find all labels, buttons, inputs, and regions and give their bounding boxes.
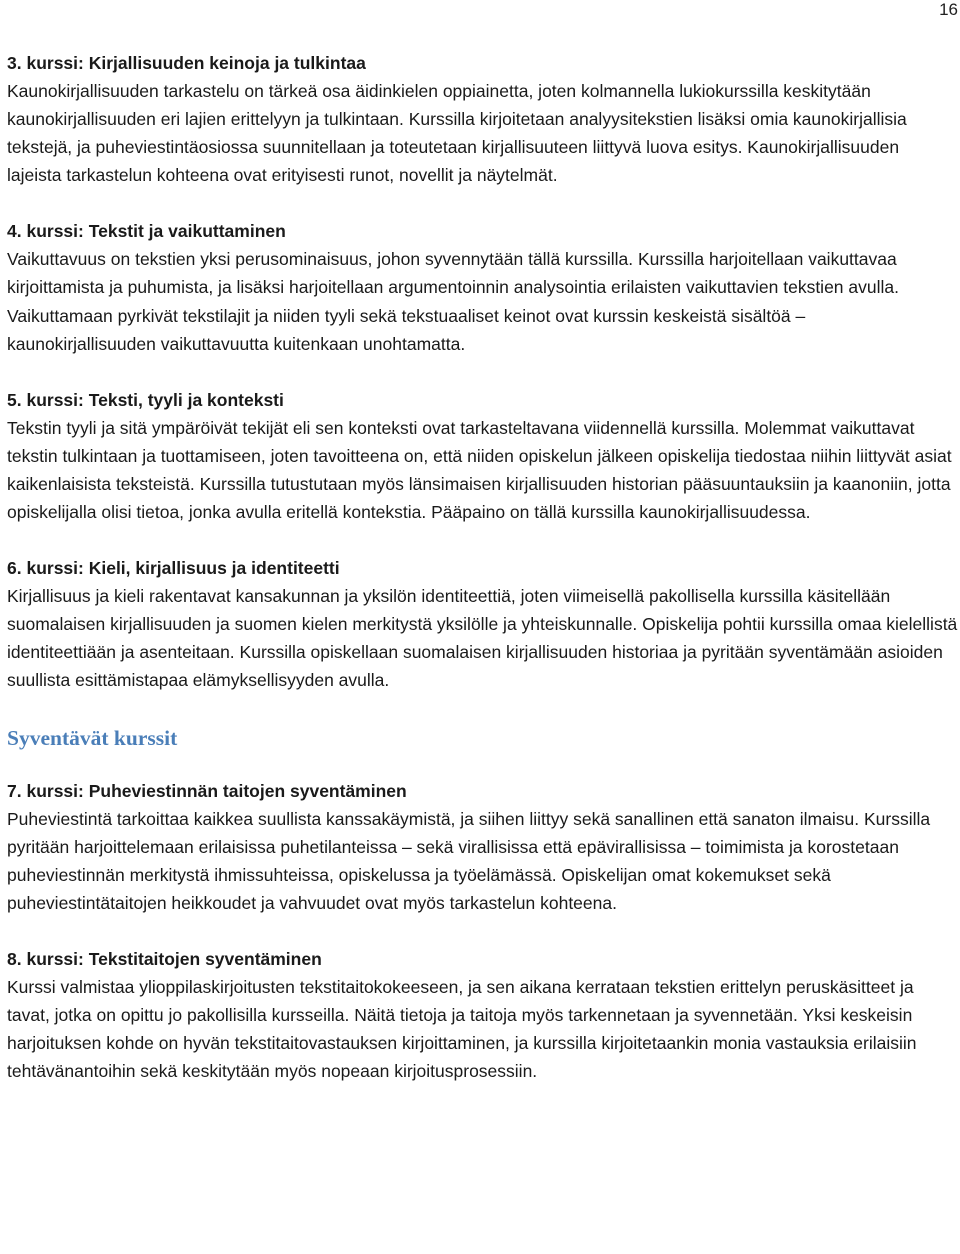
course-description: Tekstin tyyli ja sitä ympäröivät tekijät eli sen konteksti ovat tarkasteltavana viidennellä kurssilla. Molemmat vaikuttavat tekstin tulkintaan ja tuottamiseen, joten tavoitteena on, että niiden opiskelun jälkeen opiskelija tiedostaa niihin liittyvät asiat kaikenlaisista teksteistä. Kurssilla tutustutaan myös länsimaisen kirjallisuuden historian pääsuuntauksiin ja kaanoniin, jotta opiskelijalla olisi tietoa, jonka avulla eritellä kontekstia. Pääpaino on tällä kurssilla kaunokirjallisuudessa. — [7, 417, 952, 523]
course-description: Kaunokirjallisuuden tarkastelu on tärkeä osa äidinkielen oppiainetta, joten kolmannella lukiokurssilla keskitytään kaunokirjallisuuden eri lajien erittelyyn ja tulkintaan. Kurssilla kirjoitetaan analyysitekstien lisäksi omia kaunokirjallisia tekstejä, ja puheviestintäosiossa suunnitellaan ja toteutetaan kirjallisuuteen liittyvä luova esitys. Kaunokirjallisuuden lajeista tarkastelun kohteena ovat erityisesti runot, novellit ja näytelmät. — [7, 81, 907, 186]
course-section-7 — [7, 777, 958, 917]
course-heading: 3. kurssi: Kirjallisuuden keinoja ja tulkintaa — [7, 53, 366, 73]
course-section-4 — [7, 217, 958, 357]
course-section-8 — [7, 945, 958, 1085]
document-body — [7, 49, 958, 1113]
course-section-5 — [7, 386, 958, 526]
course-heading: 6. kurssi: Kieli, kirjallisuus ja identiteetti — [7, 558, 340, 579]
course-section-6 — [7, 554, 958, 694]
course-heading: 7. kurssi: Puheviestinnän taitojen syventäminen — [7, 780, 407, 801]
course-heading: 8. kurssi: Tekstitaitojen syventäminen — [7, 948, 322, 969]
course-description: Puheviestintä tarkoittaa kaikkea suullista kanssakäymistä, ja siihen liittyy sekä sanallinen että sanaton ilmaisu. Kurssilla pyritään harjoittelemaan erilaisissa puhetilanteissa – sekä virallisissa että epävirallisissa – toimimista ja korostetaan puheviestinnän merkitystä ihmissuhteissa, opiskelussa ja työelämässä. Opiskelijan omat kokemukset sekä puheviestintätaitojen heikkoudet ja vahvuudet ovat myös tarkastelun kohteena. — [7, 808, 931, 913]
course-description: Kirjallisuus ja kieli rakentavat kansakunnan ja yksilön identiteettiä, joten viimeisellä pakollisella kurssilla käsitellään suomalaisen kirjallisuuden ja suomen kielen merkitystä yksilölle ja yhteiskunnalle. Opiskelija pohtii kurssilla omaa kielellistä identiteettiään ja asenteitaan. Kurssilla opiskellaan suomalaisen kirjallisuuden historiaa ja pyritään syventämään asioiden suullista esittämistapaa elämyksellisyyden avulla. — [7, 586, 958, 691]
course-description: Vaikuttavuus on tekstien yksi perusominaisuus, johon syvennytään tällä kurssilla. Kurssilla harjoitellaan vaikuttavaa kirjoittamista ja puhumista, ja lisäksi harjoitellaan argumentoinnin analysointia erilaisten vaikuttavien tekstien avulla. Vaikuttamaan pyrkivät tekstilajit ja niiden tyyli sekä tekstuaaliset keinot ovat kurssin keskeistä sisältöä – kaunokirjallisuuden vaikuttavuutta kuitenkaan unohtamatta. — [7, 249, 899, 354]
course-section-3 — [7, 49, 958, 189]
course-description: Kurssi valmistaa ylioppilaskirjoitusten tekstitaitokokeeseen, ja sen aikana kerrataan tekstien erittelyn peruskäsitteet ja tavat, jotka on opittu jo pakollisilla kursseilla. Näitä tietoja ja taitoja myös tarkennetaan ja syvennetään. Yksi keskeisin harjoituksen kohde on hyvän tekstitaitovastauksen kirjoittaminen, ja kurssilla kirjoitetaankin monia vastauksia erilaisiin tehtävänantoihin sekä keskitytään myös nopeaan kirjoitusprosessiin. — [7, 976, 917, 1082]
page-number: 16 — [939, 0, 958, 19]
course-heading: 4. kurssi: Tekstit ja vaikuttaminen — [7, 221, 286, 242]
course-heading: 5. kurssi: Teksti, tyyli ja konteksti — [7, 389, 284, 410]
advanced-courses-heading: Syventävät kurssit — [7, 725, 178, 750]
